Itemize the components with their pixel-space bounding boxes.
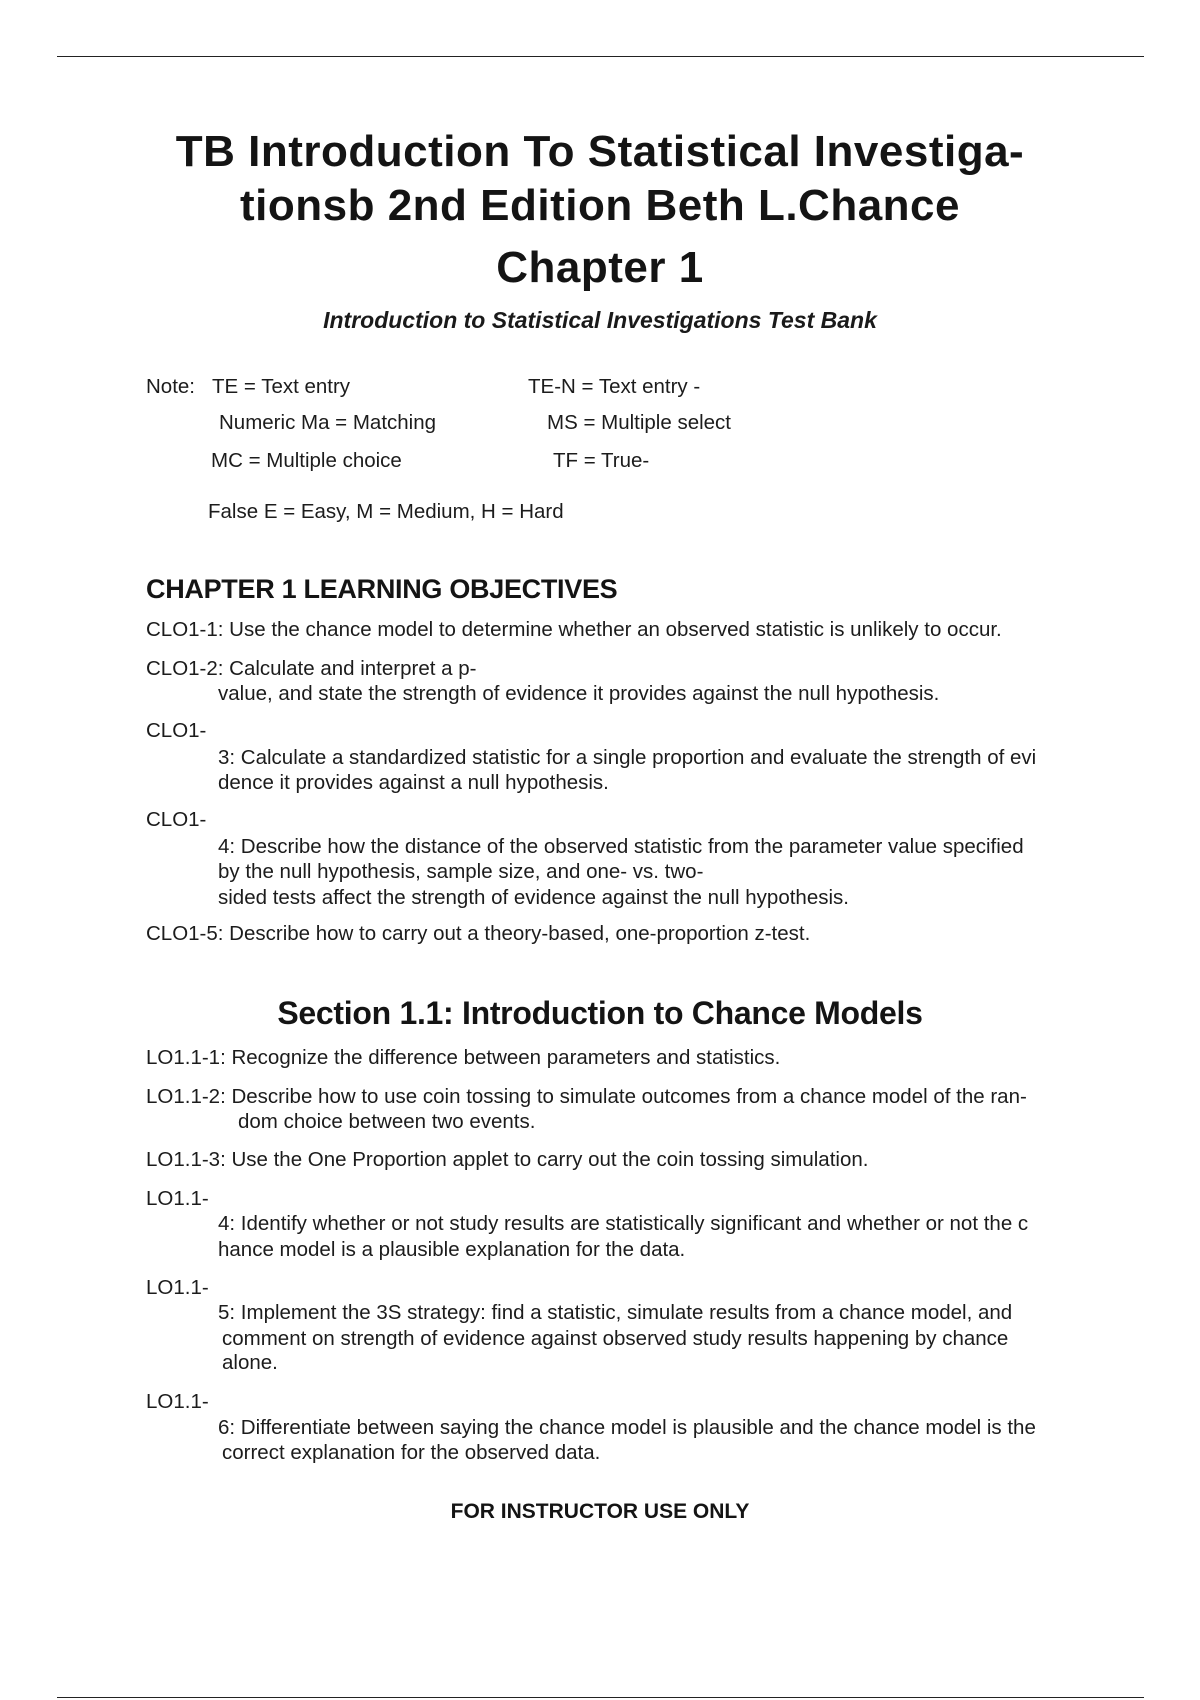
objective-lo1-1-6-cont: 6: Differentiate between saying the chance model is plausible and the chance model is the [218, 1416, 1036, 1439]
objective-lo1-1-6: LO1.1- [146, 1390, 209, 1413]
document-title-line-2: tionsb 2nd Edition Beth L.Chance [240, 181, 960, 230]
objective-lo1-1-5-cont-2: comment on strength of evidence against observed study results happening by chance [222, 1327, 1009, 1350]
objective-clo1-1: CLO1-1: Use the chance model to determine whether an observed statistic is unlikely to occur. [146, 618, 1002, 641]
objective-lo1-1-4-cont: 4: Identify whether or not study results are statistically significant and whether or not the c [218, 1212, 1029, 1235]
note-numeric-ma: Numeric Ma = Matching [219, 411, 437, 434]
section-1-1-heading: Section 1.1: Introduction to Chance Models [277, 995, 923, 1031]
objective-lo1-1-1: LO1.1-1: Recognize the difference between parameters and statistics. [146, 1046, 781, 1069]
objective-clo1-3-cont-2: dence it provides against a null hypothesis. [218, 771, 609, 794]
note-ms: MS = Multiple select [547, 411, 731, 434]
objective-lo1-1-5: LO1.1- [146, 1276, 209, 1299]
objective-clo1-4-cont: 4: Describe how the distance of the observed statistic from the parameter value specified [218, 835, 1024, 858]
objective-lo1-1-4-cont-2: hance model is a plausible explanation for the data. [218, 1238, 686, 1261]
chapter-objectives-heading: CHAPTER 1 LEARNING OBJECTIVES [146, 574, 618, 604]
objective-clo1-5: CLO1-5: Describe how to carry out a theory-based, one-proportion z-test. [146, 922, 811, 945]
objective-lo1-1-5-cont: 5: Implement the 3S strategy: find a statistic, simulate results from a chance model, and [218, 1301, 1013, 1324]
note-label: Note: [146, 375, 195, 398]
objective-lo1-1-2-cont: dom choice between two events. [238, 1110, 536, 1133]
document-subtitle: Introduction to Statistical Investigations Test Bank [323, 307, 877, 333]
objective-clo1-3: CLO1- [146, 719, 207, 742]
bottom-rule [57, 1697, 1144, 1698]
objective-lo1-1-3: LO1.1-3: Use the One Proportion applet to carry out the coin tossing simulation. [146, 1148, 869, 1171]
objective-clo1-4-cont-2: by the null hypothesis, sample size, and one- vs. two- [218, 860, 704, 883]
note-te-n: TE-N = Text entry - [528, 375, 701, 398]
objective-lo1-1-5-cont-3: alone. [222, 1351, 278, 1374]
objective-clo1-4-cont-3: sided tests affect the strength of evidence against the null hypothesis. [218, 886, 849, 909]
top-rule [57, 56, 1144, 57]
note-te: TE = Text entry [212, 375, 351, 398]
document-title-line-1: TB Introduction To Statistical Investiga- [175, 127, 1025, 176]
note-mc: MC = Multiple choice [211, 449, 402, 472]
objective-lo1-1-4: LO1.1- [146, 1187, 209, 1210]
objective-clo1-2: CLO1-2: Calculate and interpret a p- [146, 657, 477, 680]
note-tf: TF = True- [553, 449, 650, 472]
objective-clo1-3-cont: 3: Calculate a standardized statistic for a single proportion and evaluate the strength of evi [218, 746, 1037, 769]
objective-clo1-4: CLO1- [146, 808, 207, 831]
instructor-use-note: FOR INSTRUCTOR USE ONLY [450, 1500, 750, 1523]
objective-lo1-1-6-cont-2: correct explanation for the observed data. [222, 1441, 601, 1464]
objective-lo1-1-2: LO1.1-2: Describe how to use coin tossing to simulate outcomes from a chance model of the ran- [146, 1085, 1027, 1108]
chapter-title: Chapter 1 [496, 243, 704, 292]
note-difficulty: False E = Easy, M = Medium, H = Hard [208, 500, 564, 523]
objective-clo1-2-cont: value, and state the strength of evidence it provides against the null hypothesis. [218, 682, 940, 705]
